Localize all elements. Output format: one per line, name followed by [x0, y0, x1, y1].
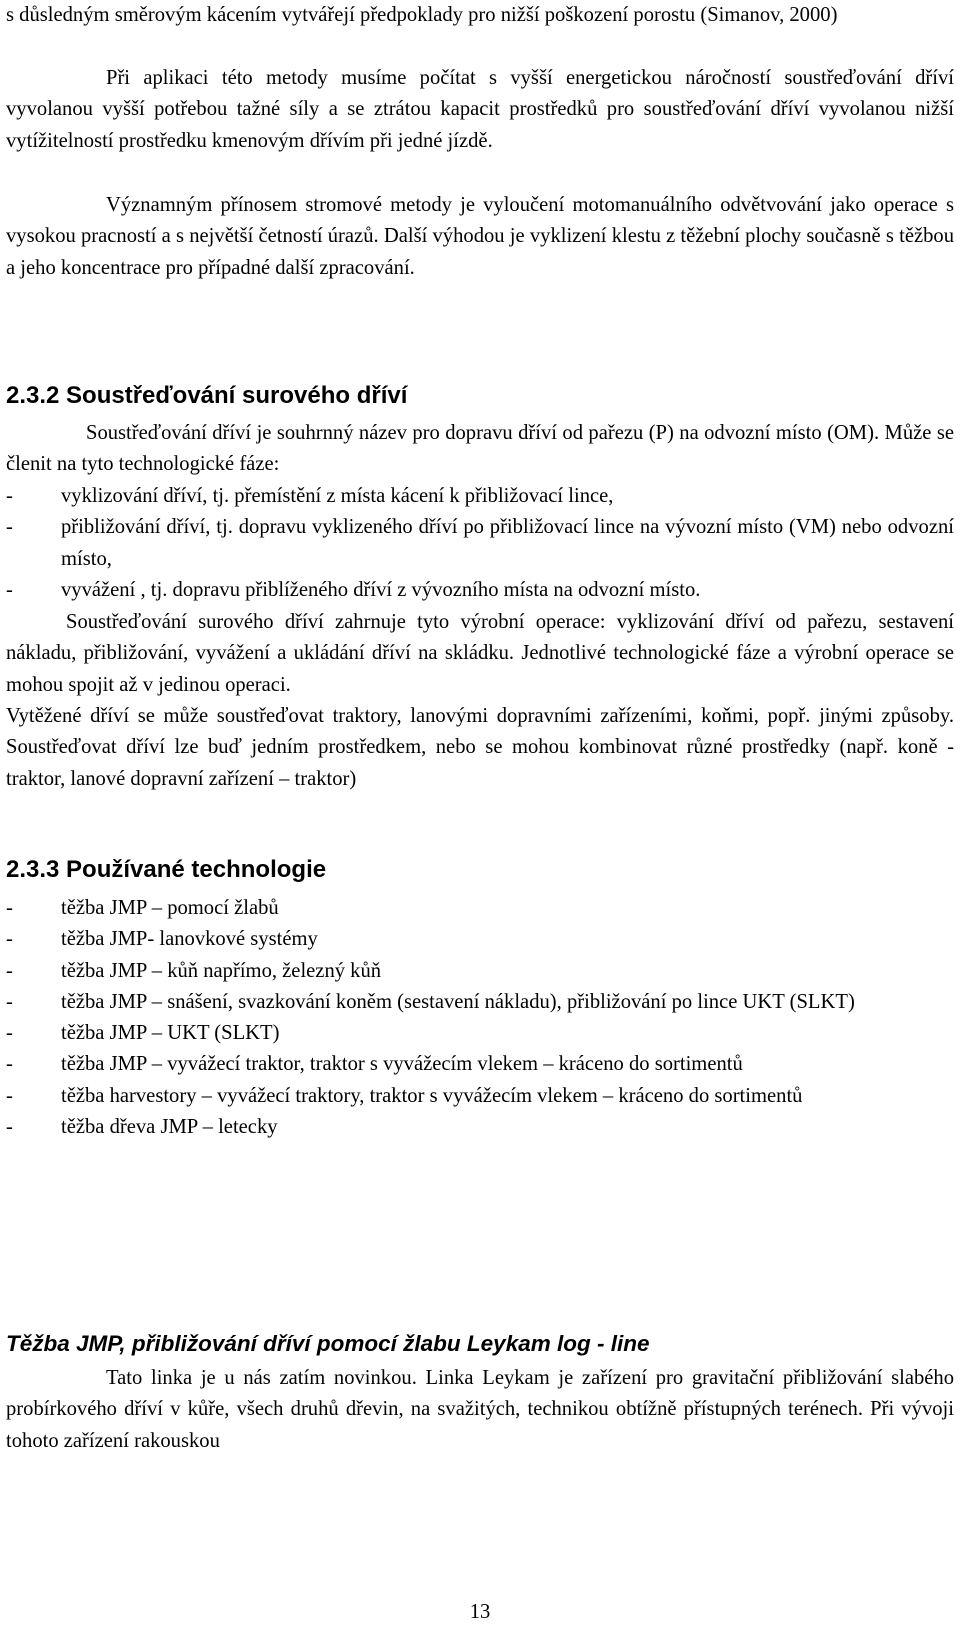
paragraph-continuation: s důsledným směrovým kácením vytvářejí předpoklady pro nižší poškození porostu (Simanov, 2000) [6, 4, 838, 26]
phase-text: přibližování dříví, tj. dopravu vyklizeného dříví po přibližovací lince na vývozní místo (VM) nebo odvozní místo, [61, 516, 954, 570]
technologies-list [6, 893, 954, 1143]
paragraph-definition: Soustřeďování dříví je souhrnný název pro dopravu dříví od pařezu (P) na odvozní místo (OM). Může se členit na tyto technologické fáze: [6, 422, 954, 476]
technology-text: těžba JMP – UKT (SLKT) [61, 1022, 280, 1045]
list-item [6, 481, 954, 512]
list-item [6, 1049, 954, 1080]
phase-text: vyvážení , tj. dopravu přiblíženého dříví z vývozního místa na odvozní místo. [61, 578, 701, 601]
technology-text: těžba JMP – vyvážecí traktor, traktor s vyvážecím vlekem – kráceno do sortimentů [61, 1053, 743, 1076]
list-item [6, 575, 954, 606]
technology-text: těžba JMP – kůň napřímo, železný kůň [61, 959, 382, 982]
phases-list [6, 481, 954, 606]
paragraph-tree-method-benefit: Významným přínosem stromové metody je vyloučení motomanuálního odvětvování jako operace s vysokou pracností a s největší četností úrazů. Další výhodou je vyklizení klestu z těžební plochy současně s těžbou a jeho koncentrace pro případné další zpracování. [6, 194, 954, 279]
list-item [6, 1081, 954, 1112]
list-dash: - [6, 1084, 13, 1107]
list-dash: - [6, 959, 13, 982]
section-heading-2-3-3: 2.3.3 Používané technologie [6, 856, 327, 883]
list-dash: - [6, 1022, 13, 1045]
list-item [6, 512, 954, 575]
technology-text: těžba JMP- lanovkové systémy [61, 928, 318, 951]
list-dash: - [6, 990, 13, 1013]
technology-text: těžba JMP – pomocí žlabů [61, 897, 279, 919]
list-item [6, 987, 954, 1018]
technology-text: těžba JMP – snášení, svazkování koněm (sestavení nákladu), přibližování po lince UKT (SLKT) [61, 990, 855, 1013]
paragraph-energy-demand: Při aplikaci této metody musíme počítat s vyšší energetickou náročností soustřeďování dříví vyvolanou vyšší potřebou tažné síly a se ztrátou kapacit prostředků pro soustřeďování dříví vyvolanou nižší vytížitelností prostředku kmenovým dřívím při jedné jízdě. [6, 67, 954, 152]
page-number: 13 [469, 1601, 491, 1623]
list-item [6, 924, 954, 955]
list-dash: - [6, 928, 13, 951]
technology-text: těžba dřeva JMP – letecky [61, 1116, 278, 1139]
paragraph-leykam: Tato linka je u nás zatím novinkou. Linka Leykam je zařízení pro gravitační přibližování slabého probírkového dříví v kůře, všech druhů dřevin, na svažitých, technikou obtížně přístupných terénech. Při vývoji tohoto zařízení rakouskou [6, 1367, 954, 1452]
list-dash: - [6, 1053, 13, 1076]
list-dash: - [6, 1116, 13, 1139]
list-item [6, 1018, 954, 1049]
paragraph-means: Vytěžené dříví se může soustřeďovat traktory, lanovými dopravními zařízeními, koňmi, popř. jinými způsoby. Soustřeďovat dříví lze buď jedním prostředkem, nebo se mohou kombinovat různé prostředky (např. koně - traktor, lanové dopravní zařízení – traktor) [6, 705, 954, 790]
paragraph-operations: Soustřeďování surového dříví zahrnuje tyto výrobní operace: vyklizování dříví od pařezu, sestavení nákladu, přibližování, vyvážení a ukládání dříví na skládku. Jednotlivé technologické fáze a výrobní operace se mohou spojit až v jedinou operaci. [6, 611, 954, 696]
list-dash: - [6, 578, 13, 601]
technology-text: těžba harvestory – vyvážecí traktory, traktor s vyvážecím vlekem – kráceno do sortimentů [61, 1084, 803, 1107]
list-dash: - [6, 897, 13, 919]
subsection-heading-leykam: Těžba JMP, přibližování dříví pomocí žlabu Leykam log - line [6, 1331, 650, 1356]
phase-text: vyklizování dříví, tj. přemístění z místa kácení k přibližovací lince, [61, 485, 614, 507]
list-item [6, 893, 954, 924]
list-dash: - [6, 516, 13, 539]
list-item [6, 1112, 954, 1143]
list-dash: - [6, 485, 13, 507]
section-heading-2-3-2: 2.3.2 Soustřeďování surového dříví [6, 382, 408, 409]
list-item [6, 956, 954, 987]
